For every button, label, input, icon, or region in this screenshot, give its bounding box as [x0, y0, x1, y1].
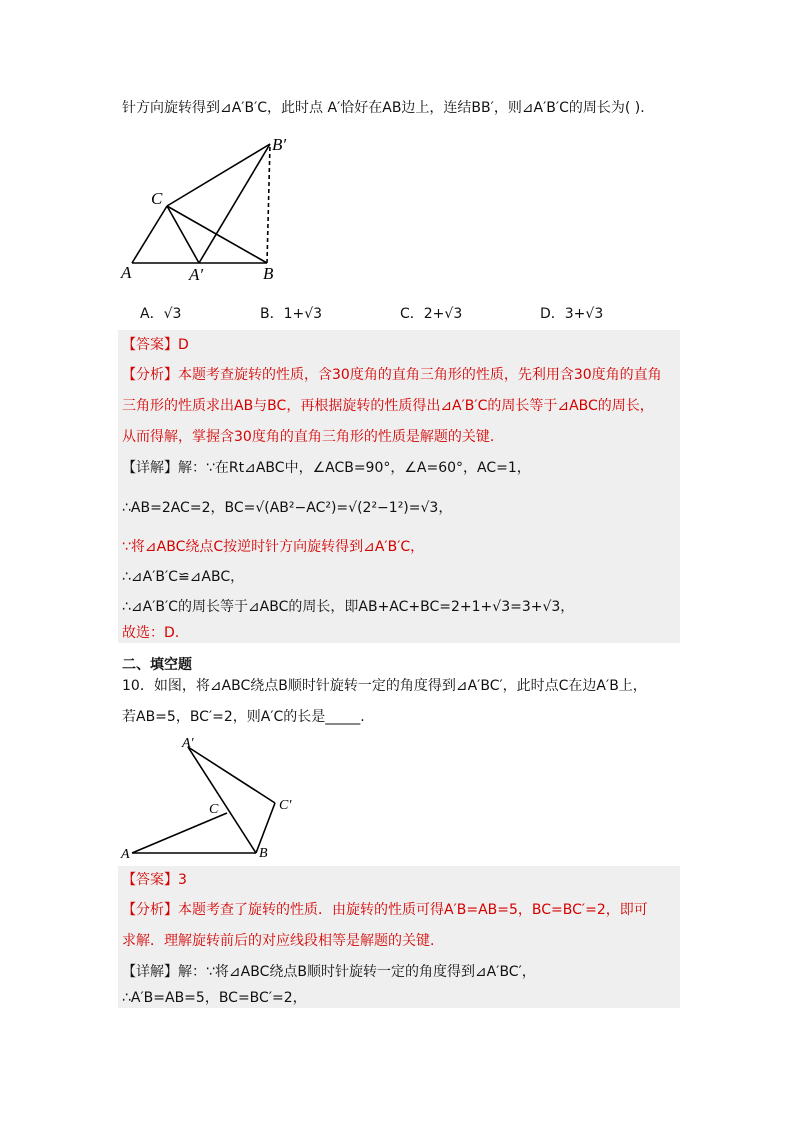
label-a: A: [121, 847, 130, 862]
label-a: A: [121, 263, 132, 282]
label-b: B: [263, 264, 274, 283]
segment-cb-prime: [167, 144, 270, 206]
q9-answer: 【答案】D: [122, 337, 189, 353]
label-c: C: [151, 189, 163, 208]
q9-detail-line-6: 故选：D.: [122, 625, 180, 641]
option-a: A．√3: [140, 306, 182, 322]
q10-figure: [115, 733, 305, 865]
segment-a-prime-c-prime: [188, 747, 275, 803]
q9-detail-line-3: ∵将⊿ABC绕点C按逆时针方向旋转得到⊿A′B′C，: [122, 539, 425, 555]
q10-line-1: 10．如图，将⊿ABC绕点B顺时针旋转一定的角度得到⊿A′BC′，此时点C在边A′B上，: [122, 678, 647, 694]
label-b-prime: B′: [272, 135, 287, 154]
option-b: B．1+√3: [260, 306, 323, 322]
label-a-prime: A′: [182, 736, 194, 751]
q9-detail-line-2: ∴AB=2AC=2，BC=√(AB²−AC²)=√(2²−1²)=√3，: [122, 500, 453, 516]
segment-ac: [132, 206, 167, 263]
q10-detail-line-2: ∴A′B=AB=5，BC=BC′=2，: [122, 990, 307, 1006]
q9-detail-line-5: ∴⊿A′B′C的周长等于⊿ABC的周长，即AB+AC+BC=2+1+√3=3+√3，: [122, 599, 575, 615]
option-c: C．2+√3: [400, 306, 463, 322]
q10-line-2: 若AB=5，BC′=2，则A′C的长是_____.: [122, 709, 365, 725]
option-d: D．3+√3: [540, 306, 604, 322]
q10-analysis-line-1: 【分析】本题考查了旋转的性质．由旋转的性质可得A′B=AB=5，BC=BC′=2，即可: [122, 902, 648, 918]
q9-intro: 针方向旋转得到⊿A′B′C，此时点 A′恰好在AB边上，连结BB′，则⊿A′B′C的周长为( ).: [122, 100, 645, 116]
q10-answer: 【答案】3: [122, 872, 187, 888]
q9-detail-line-1: 【详解】解：∵在Rt⊿ABC中，∠ACB=90°，∠A=60°，AC=1，: [122, 460, 531, 476]
q9-detail-line-4: ∴⊿A′B′C≌⊿ABC，: [122, 569, 245, 585]
section-heading: 二、填空题: [122, 657, 192, 673]
segment-ac: [132, 813, 227, 853]
q9-analysis-line-2: 三角形的性质求出AB与BC，再根据旋转的性质得出⊿A′B′C的周长等于⊿ABC的周长，: [122, 398, 654, 414]
q9-figure: [115, 130, 305, 285]
label-a-prime: A′: [189, 265, 204, 284]
label-b: B: [259, 846, 268, 861]
segment-a-prime-b: [188, 747, 256, 853]
q9-analysis-line-1: 【分析】本题考查旋转的性质，含30度角的直角三角形的性质，先利用含30度角的直角: [122, 367, 662, 383]
label-c: C: [209, 802, 219, 817]
q10-detail-line-1: 【详解】解：∵将⊿ABC绕点B顺时针旋转一定的角度得到⊿A′BC′，: [122, 964, 536, 980]
q9-analysis-line-3: 从而得解，掌握含30度角的直角三角形的性质是解题的关键.: [122, 429, 495, 445]
segment-bb-prime-dashed: [267, 144, 270, 263]
segment-cb: [167, 206, 267, 263]
q10-analysis-line-2: 求解．理解旋转前后的对应线段相等是解题的关键.: [122, 933, 435, 949]
label-c-prime: C′: [279, 798, 292, 813]
